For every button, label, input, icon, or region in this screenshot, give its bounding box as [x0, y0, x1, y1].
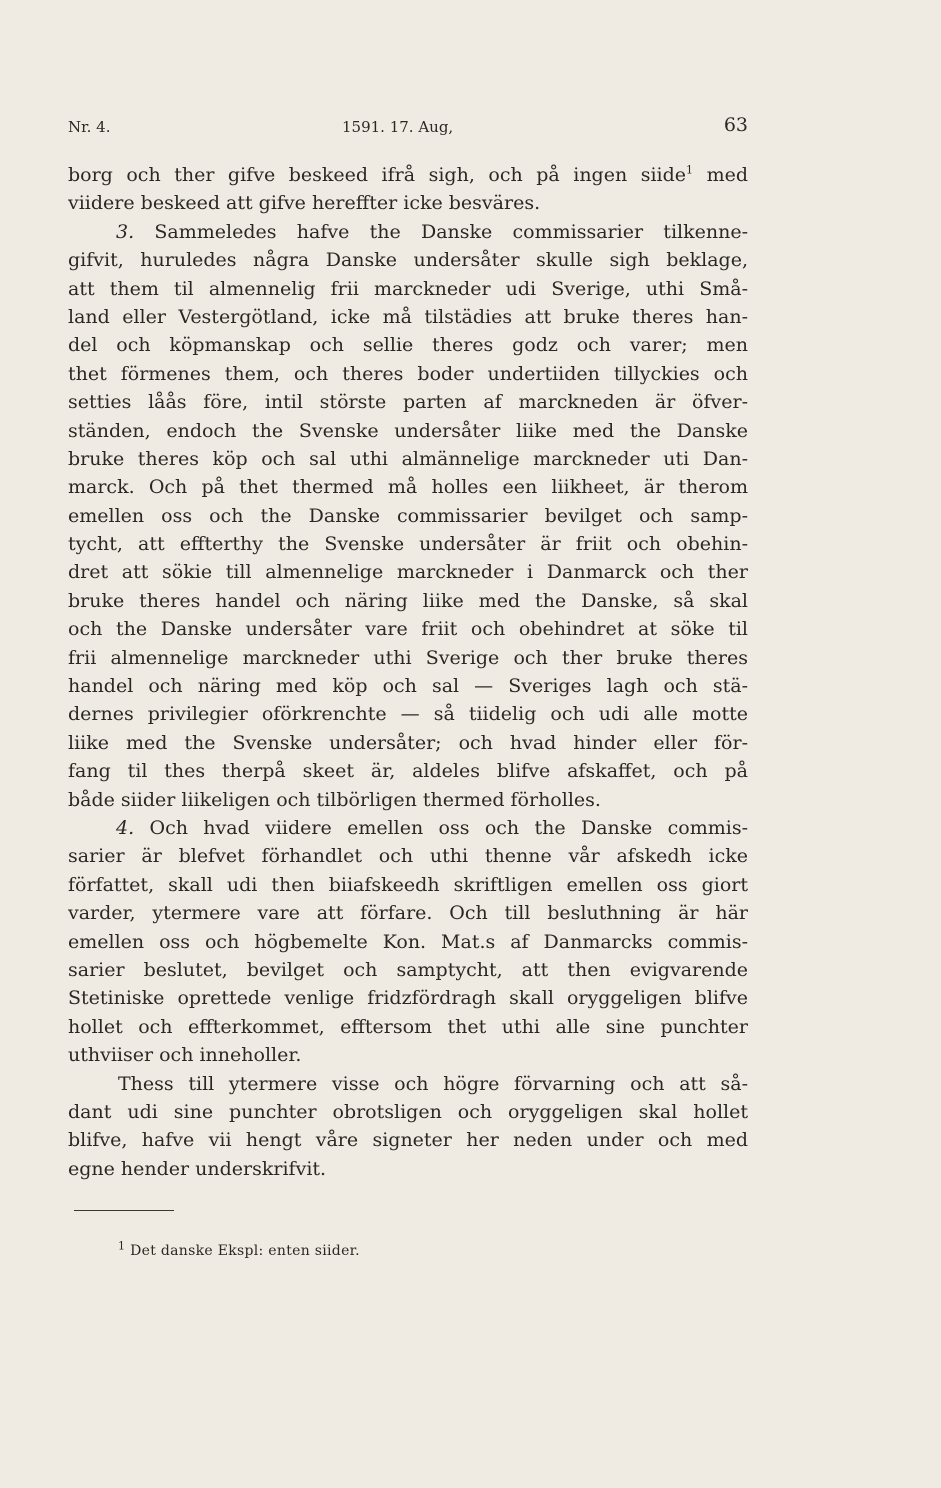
text-line	[68, 672, 748, 700]
line-text: bruke theres köp och sal uthi almännelige marckneder uti Dan-	[68, 447, 748, 470]
text-line	[68, 871, 748, 899]
line-text: blifve, hafve vii hengt våre signeter her neden under och med	[68, 1129, 748, 1152]
text-line	[68, 530, 748, 558]
text-line	[68, 1013, 748, 1041]
page-number: 63	[723, 114, 748, 136]
section-number: 4.	[116, 816, 135, 839]
section-number: 3.	[116, 220, 135, 243]
line-text: fang til thes therpå skeet är, aldeles blifve afskaffet, och på	[68, 760, 748, 783]
line-text: att them til almennelig frii marckneder udi Sverige, uthi Små-	[68, 277, 748, 300]
text-line	[68, 161, 748, 189]
body-text	[68, 161, 748, 1183]
document-number: Nr. 4.	[68, 118, 111, 136]
text-line	[68, 331, 748, 359]
text-line	[68, 786, 748, 814]
text-line	[68, 587, 748, 615]
text-line	[68, 984, 748, 1012]
text-line	[68, 757, 748, 785]
document-date: 1591. 17. Aug,	[342, 118, 454, 136]
text-line	[68, 275, 748, 303]
line-text: författet, skall udi then biiafskeedh skriftligen emellen oss giort	[68, 873, 748, 896]
line-text: marck. Och på thet thermed må holles een liikheet, är therom	[68, 476, 748, 499]
text-line	[68, 360, 748, 388]
text-line	[68, 558, 748, 586]
running-header	[68, 114, 748, 144]
text-line	[68, 842, 748, 870]
line-text: dernes privilegier oförkrenchte — så tiidelig och udi alle motte	[68, 703, 748, 726]
text-line	[68, 1041, 748, 1069]
line-text: emellen oss och the Danske commissarier bevilget och samp-	[68, 504, 748, 527]
text-line	[68, 1098, 748, 1126]
line-text: både siider liikeligen och tilbörligen thermed förholles.	[68, 788, 601, 811]
line-text: emellen oss och högbemelte Kon. Mat.s af Danmarcks commis-	[68, 930, 748, 953]
text-line	[68, 502, 748, 530]
line-text: viidere beskeed att gifve hereffter icke besväres.	[68, 192, 541, 215]
text-line	[68, 928, 748, 956]
line-text: Stetiniske oprettede venlige fridzfördragh skall oryggeligen blifve	[68, 987, 748, 1010]
line-text: Och hvad viidere emellen oss och the Danske commis-	[134, 816, 748, 839]
line-text: Thess till ytermere visse och högre förvarning och att så-	[118, 1072, 748, 1095]
line-text: och the Danske undersåter vare friit och obehindret at söke til	[68, 618, 748, 641]
line-text: del och köpmanskap och sellie theres godz och varer; men	[68, 334, 748, 357]
text-line	[68, 700, 748, 728]
footnote	[118, 1239, 360, 1259]
footnote-mark: 1	[118, 1239, 126, 1253]
line-text: handel och näring med köp och sal — Sveriges lagh och stä-	[68, 675, 748, 698]
line-text: gifvit, huruledes några Danske undersåter skulle sigh beklage,	[68, 249, 748, 272]
line-text: dant udi sine punchter obrotsligen och oryggeligen skal hollet	[68, 1100, 748, 1123]
footnote-divider	[74, 1210, 174, 1211]
text-line	[68, 1155, 748, 1183]
line-text: frii almennelige marckneder uthi Sverige och ther bruke theres	[68, 646, 748, 669]
text-line	[68, 246, 748, 274]
text-line	[68, 1070, 748, 1098]
line-text: sarier beslutet, bevilget och samptycht, att then evigvarende	[68, 958, 748, 981]
footnote-text: Det danske Ekspl: enten siider.	[130, 1243, 360, 1259]
text-line	[68, 473, 748, 501]
text-line	[68, 814, 748, 842]
line-text: egne hender underskrifvit.	[68, 1157, 327, 1180]
line-text: bruke theres handel och näring liike med the Danske, så skal	[68, 589, 748, 612]
line-text: liike med the Svenske undersåter; och hvad hinder eller för-	[68, 731, 748, 754]
text-line	[68, 303, 748, 331]
line-text: uthviiser och inneholler.	[68, 1044, 302, 1067]
text-line	[68, 956, 748, 984]
text-line	[68, 218, 748, 246]
line-text: ständen, endoch the Svenske undersåter liike med the Danske	[68, 419, 748, 442]
line-text: dret att sökie till almennelige marckneder i Danmarck och ther	[68, 561, 748, 584]
line-text: hollet och effterkommet, efftersom thet uthi alle sine punchter	[68, 1015, 748, 1038]
line-text: thet förmenes them, och theres boder undertiiden tillyckies och	[68, 362, 748, 385]
text-line	[68, 417, 748, 445]
line-text: land eller Vestergötland, icke må tilstädies att bruke theres han-	[68, 305, 748, 328]
text-line	[68, 899, 748, 927]
line-text: setties låås före, intil störste parten af marckneden är öfver-	[68, 391, 748, 414]
footnote-reference: 1	[686, 163, 694, 177]
line-text-after-reference: med	[693, 164, 748, 186]
line-text: Sammeledes hafve the Danske commissarier tilkenne-	[134, 220, 748, 243]
text-line	[68, 388, 748, 416]
text-line	[68, 445, 748, 473]
text-line	[68, 644, 748, 672]
text-line	[68, 1126, 748, 1154]
line-text: sarier är blefvet förhandlet och uthi thenne vår afskedh icke	[68, 845, 748, 868]
text-line	[68, 729, 748, 757]
line-text: tycht, att effterthy the Svenske undersåter är friit och obehin-	[68, 533, 748, 556]
text-line	[68, 615, 748, 643]
line-text: varder, ytermere vare att förfare. Och till besluthning är här	[68, 902, 748, 925]
text-line	[68, 189, 748, 217]
line-text: borg och ther gifve beskeed ifrå sigh, och på ingen siide	[68, 164, 687, 186]
